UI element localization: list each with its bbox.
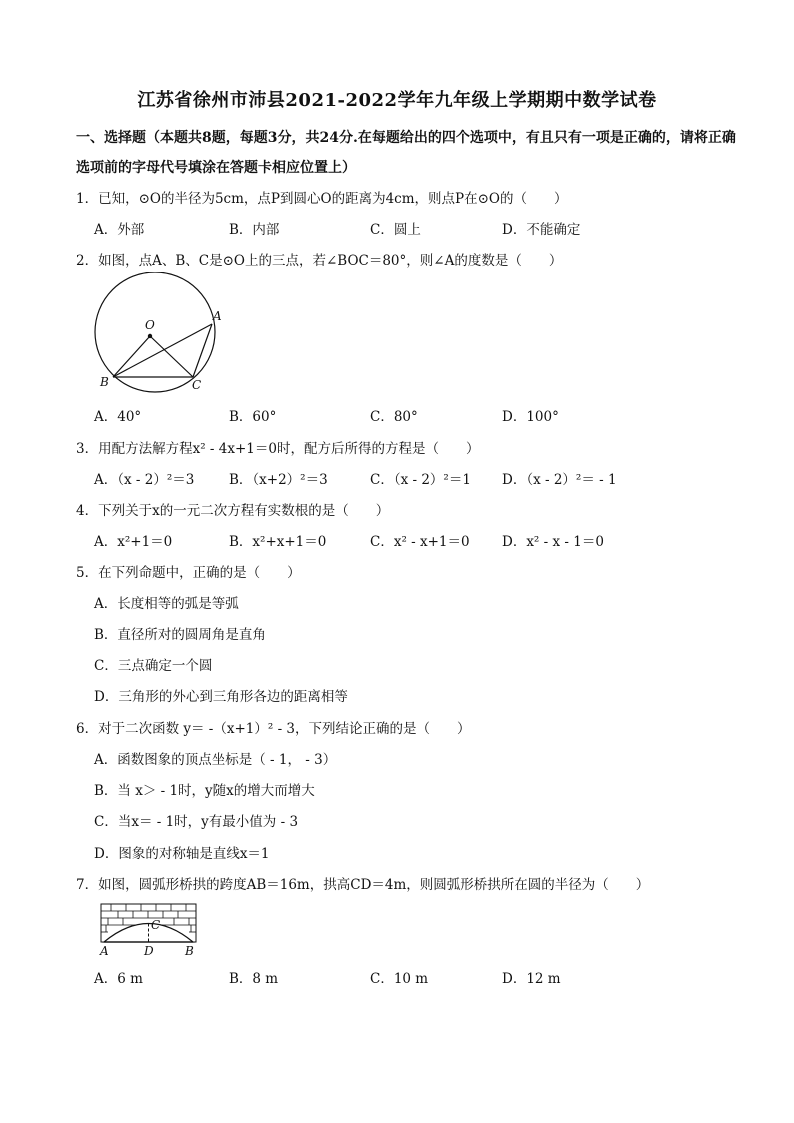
q4-option-b[interactable]: B．x²+x+1＝0 xyxy=(229,534,327,550)
label-c: C xyxy=(192,378,202,392)
label-a: A xyxy=(213,309,222,323)
q2-option-b[interactable]: B．60° xyxy=(229,409,277,425)
q3-option-d[interactable]: D．（x - 2）²＝ - 1 xyxy=(502,472,617,488)
question-4-stem: 4．下列关于x的一元二次方程有实数根的是（ ） xyxy=(76,503,390,519)
bridge-label-d: D xyxy=(144,944,154,958)
segment-ob xyxy=(113,336,150,377)
q3-option-b[interactable]: B．（x+2）²＝3 xyxy=(229,472,328,488)
q5-option-a[interactable]: A．长度相等的弧是等弧 xyxy=(94,596,239,612)
q1-option-a[interactable]: A．外部 xyxy=(94,222,145,238)
q4-option-d[interactable]: D．x² - x - 1＝0 xyxy=(502,534,604,550)
q2-option-a[interactable]: A．40° xyxy=(94,409,142,425)
bridge-label-b: B xyxy=(185,944,194,958)
q7-option-c[interactable]: C．10 m xyxy=(370,971,429,987)
question-7-stem: 7．如图，圆弧形桥拱的跨度AB＝16m，拱高CD＝4m，则圆弧形桥拱所在圆的半径为（ ） xyxy=(76,877,650,893)
q6-option-d[interactable]: D．图象的对称轴是直线x＝1 xyxy=(94,846,270,862)
q5-option-d[interactable]: D．三角形的外心到三角形各边的距离相等 xyxy=(94,689,348,705)
segment-ab xyxy=(113,324,212,377)
q7-option-a[interactable]: A．6 m xyxy=(94,971,143,987)
bridge-label-c: C xyxy=(151,918,161,932)
q2-option-d[interactable]: D．100° xyxy=(502,409,559,425)
question-1-stem: 1．已知，⊙O的半径为5cm，点P到圆心O的距离为4cm，则点P在⊙O的（ ） xyxy=(76,191,568,207)
q3-option-c[interactable]: C．（x - 2）²＝1 xyxy=(370,472,471,488)
q4-option-c[interactable]: C．x² - x+1＝0 xyxy=(370,534,470,550)
q5-option-b[interactable]: B．直径所对的圆周角是直角 xyxy=(94,627,266,643)
bridge-label-a: A xyxy=(100,944,109,958)
center-point xyxy=(148,334,152,338)
bridge-figure xyxy=(96,900,202,958)
q7-option-b[interactable]: B．8 m xyxy=(229,971,279,987)
question-6-stem: 6．对于二次函数 y＝ -（x+1）² - 3，下列结论正确的是（ ） xyxy=(76,721,471,737)
circle-figure xyxy=(88,272,228,397)
q6-option-a[interactable]: A．函数图象的顶点坐标是（ - 1， - 3） xyxy=(94,752,337,768)
label-o: O xyxy=(145,318,155,332)
segment-oc xyxy=(150,336,193,377)
question-2-stem: 2．如图，点A、B、C是⊙O上的三点，若∠BOC＝80°，则∠A的度数是（ ） xyxy=(76,253,563,269)
question-3-stem: 3．用配方法解方程x² - 4x+1＝0时，配方后所得的方程是（ ） xyxy=(76,441,480,457)
question-5-stem: 5．在下列命题中，正确的是（ ） xyxy=(76,565,301,581)
q6-option-b[interactable]: B．当 x＞ - 1时，y随x的增大而增大 xyxy=(94,783,315,799)
q7-option-d[interactable]: D．12 m xyxy=(502,971,561,987)
q6-option-c[interactable]: C．当x＝ - 1时，y有最小值为 - 3 xyxy=(94,814,299,830)
q2-option-c[interactable]: C．80° xyxy=(370,409,418,425)
q1-option-b[interactable]: B．内部 xyxy=(229,222,280,238)
q3-option-a[interactable]: A．（x - 2）²＝3 xyxy=(94,472,195,488)
section-heading: 一、选择题（本题共8题，每题3分，共24分.在每题给出的四个选项中，有且只有一项是正确的，请将正确选项前的字母代号填涂在答题卡相应位置上） xyxy=(76,130,736,176)
page-title: 江苏省徐州市沛县2021-2022学年九年级上学期期中数学试卷 xyxy=(137,90,657,111)
q1-option-c[interactable]: C．圆上 xyxy=(370,222,421,238)
q1-option-d[interactable]: D．不能确定 xyxy=(502,222,581,238)
q5-option-c[interactable]: C．三点确定一个圆 xyxy=(94,658,213,674)
label-b: B xyxy=(100,375,109,389)
q4-option-a[interactable]: A．x²+1＝0 xyxy=(94,534,173,550)
